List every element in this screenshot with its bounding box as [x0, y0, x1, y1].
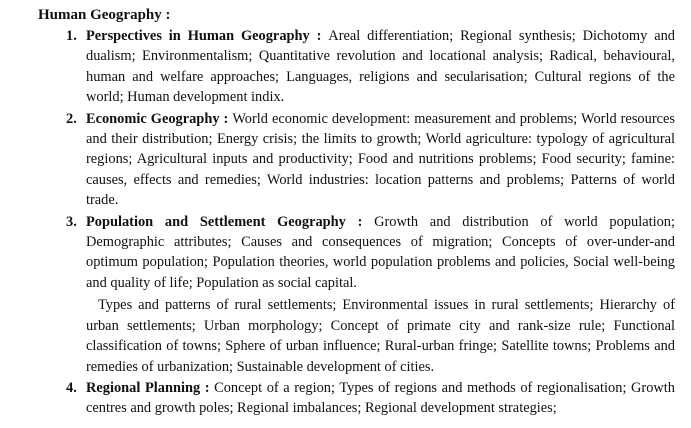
- topic-list: [38, 26, 675, 419]
- topic-paragraph-continued: Types and patterns of rural settlements; Environmental issues in rural settlements; Hierarchy of urban settlements; Urban morphology; Concept of primate city and rank-size rule; Functional classification of towns; Sphere of urban influence; Rural-urban fringe; Satellite towns; Problems and remedies of urbanization; Sustainable development of cities.: [86, 297, 675, 375]
- topic-number: 2.: [66, 110, 77, 127]
- topic-text: Areal differentiation; Regional synthesis; Dichotomy and dualism; Environmentalism; Quantitative revolution and locational analysis; Radical, behavioural, human and welfare approaches; Languages, religions and secularisation; Cultural regions of the world; Human development indix.: [86, 28, 675, 106]
- topic-paragraph: [86, 26, 675, 108]
- topic-separator: :: [200, 379, 215, 396]
- topic-number: 3.: [66, 213, 77, 230]
- topic-title: Regional Planning: [86, 379, 201, 396]
- topic-perspectives-in-human-geography: [38, 26, 675, 108]
- topic-text: Growth and distribution of world population; Demographic attributes; Causes and consequences of migration; Concepts of over-under-and optimum population; Population theories, world population problems and policies, Social well-being and quality of life; Population as social capital.: [86, 213, 675, 291]
- topic-title: Perspectives in Human Geography: [86, 28, 310, 44]
- topic-paragraph: [86, 378, 675, 419]
- topic-population-and-settlement-geography: [38, 212, 675, 377]
- topic-number: 4.: [66, 379, 77, 396]
- topic-text: World economic development: measurement and problems; World resources and their distribution; Energy crisis; the limits to growth; World agriculture: typology of agricultural regions; Agricultural inputs and productivity; Food and nutritions problems; Food security; famine: causes, effects and remedies; World industries: location patterns and problems; Patterns of world trade.: [86, 110, 675, 209]
- topic-separator: :: [219, 110, 233, 127]
- topic-paragraph: [86, 109, 675, 211]
- topic-title: Population and Settlement Geography: [86, 213, 346, 230]
- topic-number: 1.: [66, 28, 77, 44]
- topic-separator: :: [309, 28, 329, 44]
- section-heading: Human Geography :: [38, 7, 171, 23]
- topic-title: Economic Geography: [86, 110, 220, 127]
- topic-economic-geography: [38, 109, 675, 211]
- topic-text: Concept of a region; Types of regions and methods of regionalisation; Growth centres and growth poles; Regional imbalances; Regional development strategies;: [86, 379, 675, 417]
- topic-paragraph: [86, 212, 675, 294]
- topic-separator: :: [345, 213, 375, 230]
- topic-regional-planning: [38, 378, 675, 419]
